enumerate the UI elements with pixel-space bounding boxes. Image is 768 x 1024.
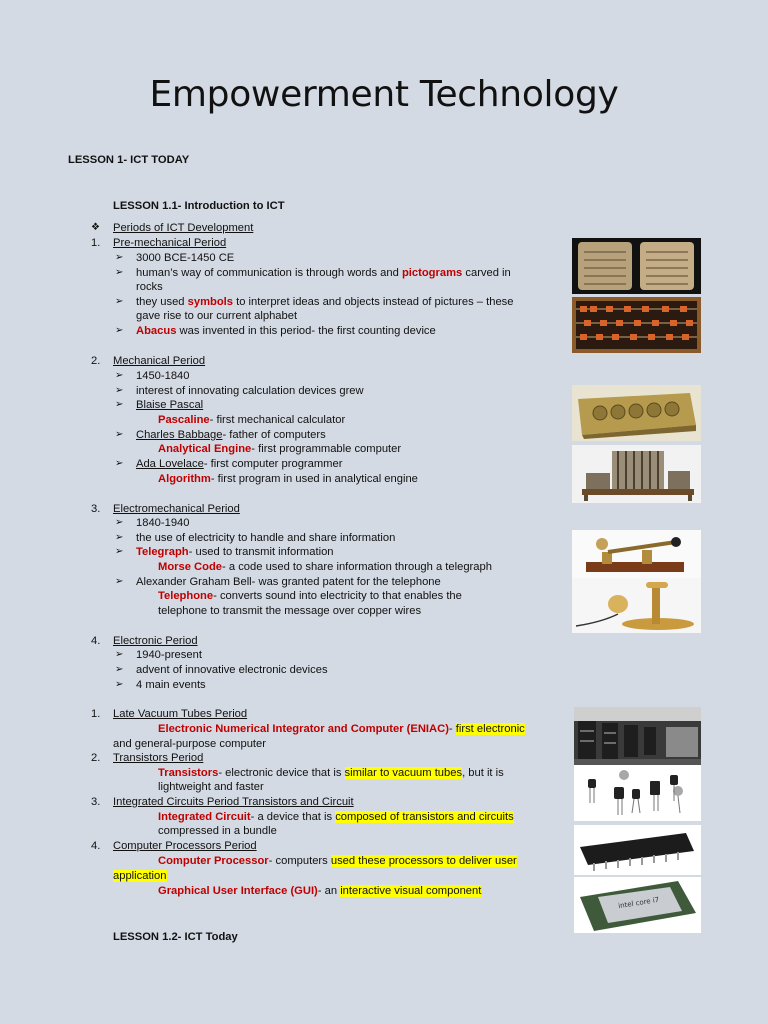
- processor-chip-label: intel core i7: [617, 895, 660, 911]
- bullet-text: 4 main events: [136, 679, 206, 691]
- bullet-text: Charles Babbage- father of computers: [136, 429, 326, 441]
- event-text: Electronic Numerical Integrator and Computer (ENIAC)- first electronic: [158, 723, 525, 735]
- event-text: Integrated Circuit- a device that is composed of transistors and circuits: [158, 811, 514, 823]
- lesson-1-2-heading: LESSON 1.2- ICT Today: [113, 931, 238, 943]
- event-text: Computer Processor- computers used these processors to deliver user: [158, 855, 517, 867]
- bullet-text: the use of electricity to handle and share information: [136, 532, 396, 544]
- diamond-bullet-icon: ❖: [91, 222, 100, 233]
- bullet-text: Blaise Pascal: [136, 399, 204, 411]
- bullet-text-cont: gave rise to our current alphabet: [136, 310, 298, 322]
- arrow-bullet-icon: ➢: [115, 296, 124, 307]
- event-text-cont: lightweight and faster: [158, 781, 264, 793]
- bullet-text: they used symbols to interpret ideas and objects instead of pictures – these: [136, 296, 514, 308]
- integrated-circuit-image: [574, 825, 701, 875]
- bullet-text: human’s way of communication is through words and pictograms carved in: [136, 267, 511, 279]
- arrow-bullet-icon: ➢: [115, 649, 124, 660]
- sub-text-cont: telephone to transmit the message over copper wires: [158, 605, 422, 617]
- arrow-bullet-icon: ➢: [115, 576, 124, 587]
- transistors-image: [574, 765, 701, 821]
- arrow-bullet-icon: ➢: [115, 517, 124, 528]
- event-text-cont: application: [113, 870, 167, 882]
- arrow-bullet-icon: ➢: [115, 546, 124, 557]
- arrow-bullet-icon: ➢: [115, 429, 124, 440]
- event-text: Graphical User Interface (GUI)- an interactive visual component: [158, 885, 482, 897]
- bullet-text-cont: rocks: [136, 281, 163, 293]
- bullet-text: Ada Lovelace- first computer programmer: [136, 458, 343, 470]
- period-number: 2.: [91, 355, 101, 367]
- event-text-cont: and general-purpose computer: [113, 738, 266, 750]
- arrow-bullet-icon: ➢: [115, 399, 124, 410]
- arrow-bullet-icon: ➢: [115, 385, 124, 396]
- event-number: 4.: [91, 840, 101, 852]
- processor-chip-image: [574, 877, 701, 933]
- sub-text: Telephone- converts sound into electricity to that enables the: [158, 590, 462, 602]
- lesson-1-heading: LESSON 1- ICT TODAY: [68, 154, 190, 166]
- event-number: 2.: [91, 752, 101, 764]
- pictogram-tablets-image: [572, 238, 701, 294]
- telephone-image: [572, 578, 701, 633]
- period-title: Mechanical Period: [113, 355, 206, 367]
- event-number: 1.: [91, 708, 101, 720]
- event-text: Transistors- electronic device that is similar to vacuum tubes, but it is: [158, 767, 504, 779]
- arrow-bullet-icon: ➢: [115, 458, 124, 469]
- sub-text: Algorithm- first program in used in analytical engine: [158, 473, 418, 485]
- lesson-1-1-heading: LESSON 1.1- Introduction to ICT: [113, 200, 285, 212]
- bullet-text: 3000 BCE-1450 CE: [136, 252, 235, 264]
- abacus-image: [572, 297, 701, 353]
- arrow-bullet-icon: ➢: [115, 325, 124, 336]
- eniac-image: [574, 707, 701, 765]
- event-text-cont: compressed in a bundle: [158, 825, 277, 837]
- bullet-text: interest of innovating calculation devices grew: [136, 385, 364, 397]
- periods-heading: Periods of ICT Development: [113, 222, 254, 234]
- bullet-text: 1840-1940: [136, 517, 190, 529]
- arrow-bullet-icon: ➢: [115, 370, 124, 381]
- pascaline-image: [572, 385, 701, 441]
- period-number: 3.: [91, 503, 101, 515]
- bullet-text: Telegraph- used to transmit information: [136, 546, 334, 558]
- period-number: 1.: [91, 237, 101, 249]
- sub-text: Analytical Engine- first programmable computer: [158, 443, 402, 455]
- bullet-text: 1940-present: [136, 649, 202, 661]
- sub-text: Pascaline- first mechanical calculator: [158, 414, 346, 426]
- event-title: Integrated Circuits Period Transistors and Circuit: [113, 796, 354, 808]
- arrow-bullet-icon: ➢: [115, 252, 124, 263]
- period-title: Electromechanical Period: [113, 503, 240, 515]
- bullet-text: 1450-1840: [136, 370, 190, 382]
- event-number: 3.: [91, 796, 101, 808]
- analytical-engine-image: [572, 445, 701, 503]
- event-title: Computer Processors Period: [113, 840, 257, 852]
- bullet-text: Abacus was invented in this period- the first counting device: [136, 325, 436, 337]
- period-number: 4.: [91, 635, 101, 647]
- bullet-text: advent of innovative electronic devices: [136, 664, 328, 676]
- arrow-bullet-icon: ➢: [115, 532, 124, 543]
- sub-text: Morse Code- a code used to share information through a telegraph: [158, 561, 492, 573]
- period-title: Pre-mechanical Period: [113, 237, 227, 249]
- event-title: Transistors Period: [113, 752, 204, 764]
- arrow-bullet-icon: ➢: [115, 267, 124, 278]
- arrow-bullet-icon: ➢: [115, 679, 124, 690]
- event-title: Late Vacuum Tubes Period: [113, 708, 248, 720]
- bullet-text: Alexander Graham Bell- was granted patent for the telephone: [136, 576, 441, 588]
- period-title: Electronic Period: [113, 635, 198, 647]
- telegraph-image: [572, 530, 701, 578]
- arrow-bullet-icon: ➢: [115, 664, 124, 675]
- page-title: Empowerment Technology: [149, 74, 619, 115]
